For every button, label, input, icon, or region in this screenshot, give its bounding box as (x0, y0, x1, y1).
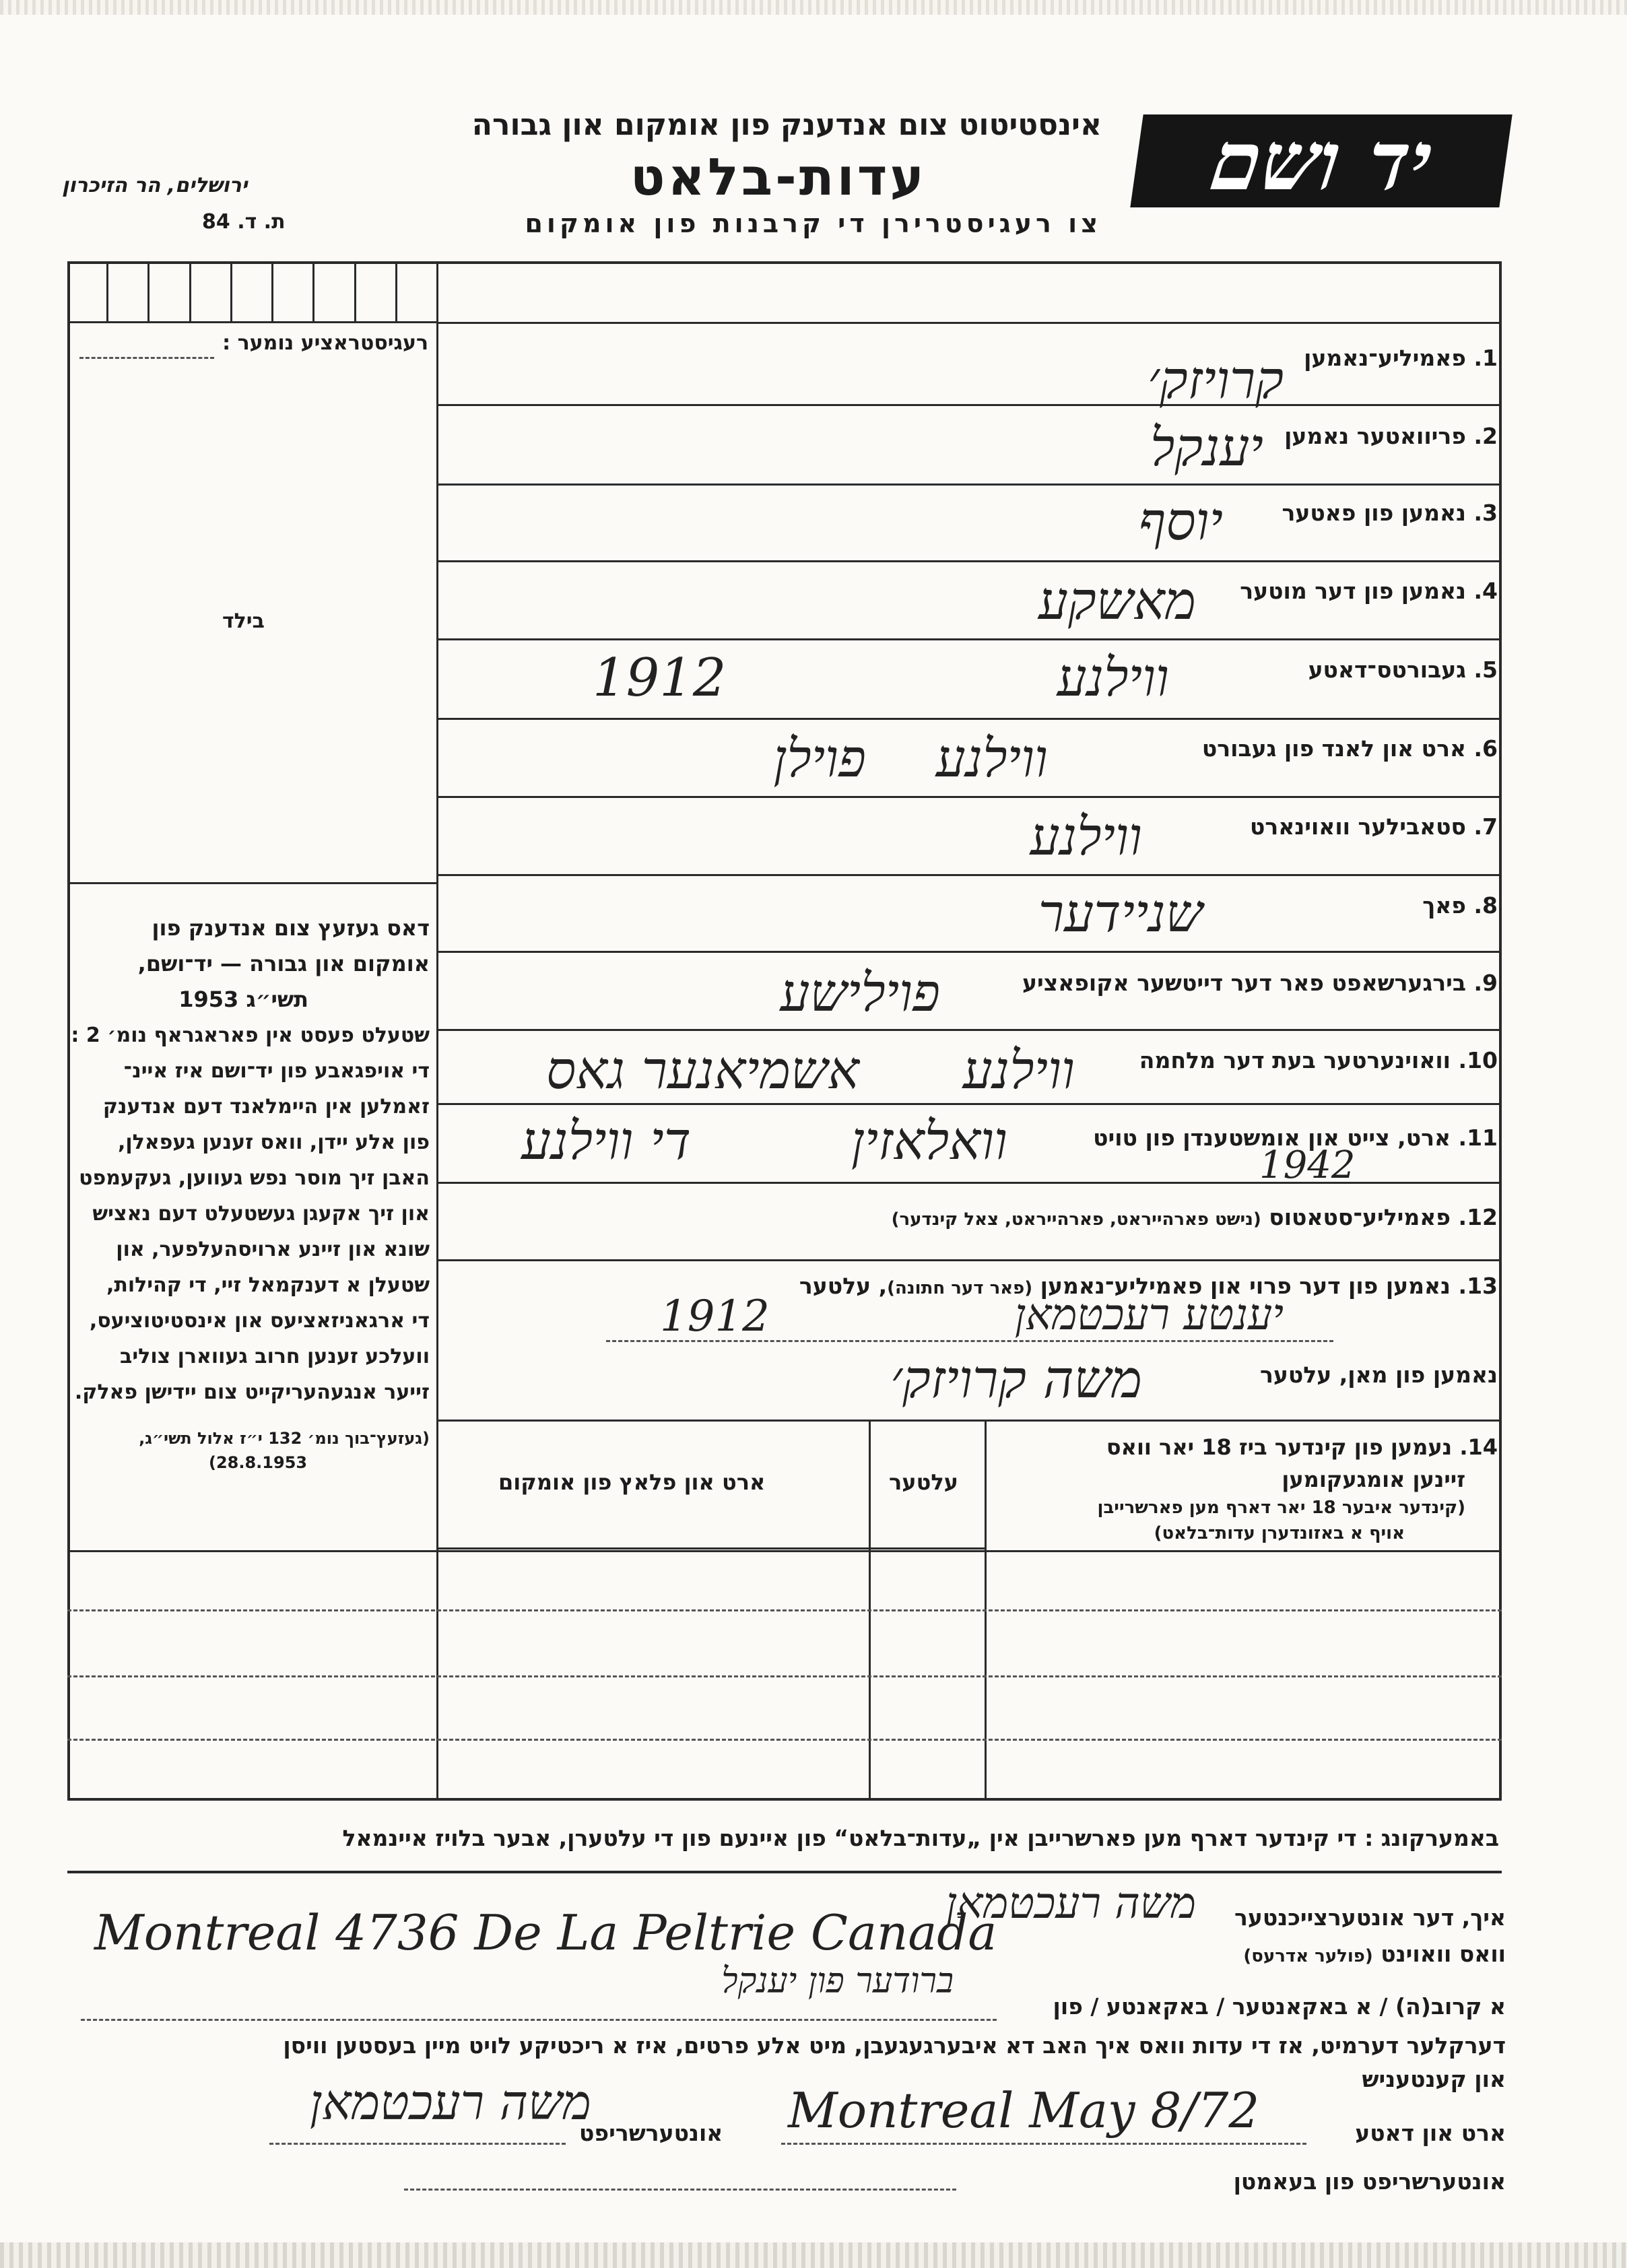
place-date-underline (781, 2143, 1306, 2145)
field-9-value[interactable]: פוילישע (780, 963, 940, 1024)
scan-edge (0, 2242, 1627, 2268)
field-11-place[interactable]: וואלאזין (851, 1111, 1007, 1172)
field-6-num: 6. (1473, 735, 1498, 762)
law-line: און זיך אקעגן געשטעלט דעם נאציש (92, 1202, 430, 1226)
remark-text: באמערקונג : די קינדער דארף מען פארשרייבן אין „עדות־בלאט“ פון איינעם פון די עלטערן, אבער בלויז איינמאל (342, 1825, 1499, 1851)
signer-name-label: איך, דער אונטערצייכנטער (1234, 1904, 1506, 1931)
row-separator (436, 718, 1502, 720)
signature-label: אונטערשריפט (579, 2120, 723, 2146)
registration-label: רעגיסטראציע נומער : (222, 331, 428, 355)
photo-label: בילד (222, 609, 265, 633)
field-12-label (892, 1204, 1498, 1230)
field-1-value[interactable]: קרויזק׳ (1148, 350, 1284, 411)
children-row[interactable] (67, 1609, 1502, 1611)
field-10-text: וואוינערטער בעת דער מלחמה (1139, 1047, 1451, 1073)
institute-line: אינסטיטוט צום אנדענק פון אומקום און גבורה (471, 108, 1102, 142)
field-1-text: פאמיליע־נאמען (1304, 345, 1466, 371)
law-line: זאמלען אין היימלאנד דעם אנדענק (102, 1095, 430, 1119)
place-date-label: ארט און דאטע (1355, 2120, 1506, 2146)
field-2-value[interactable]: יענקל (1150, 418, 1263, 478)
registration-number-boxes (67, 261, 436, 323)
field-3-label (1282, 500, 1498, 526)
signer-relation-value[interactable]: ברודער פון יענקל (721, 1961, 954, 2001)
law-line: וועלכע זענען חרוב געווארן צוליב (120, 1345, 430, 1368)
field-6-city[interactable]: ווילנע (935, 729, 1048, 789)
field-6-label (1202, 735, 1498, 762)
row-separator (436, 796, 1502, 798)
field-8-label (1422, 892, 1498, 919)
field-11-region[interactable]: די ווילנע (521, 1111, 691, 1172)
field-2-text: פריוואטער נאמען (1284, 423, 1466, 449)
col-header-place: ארט און פלאץ פון אומקום (498, 1469, 766, 1495)
field-8-num: 8. (1473, 892, 1498, 919)
row-separator (436, 951, 1502, 953)
children-row[interactable] (67, 1739, 1502, 1741)
children-label-2: זיינען אומגעקומען (1282, 1467, 1465, 1492)
field-12-note: (נישט פארהייראט, פארהייראט, צאל קינדער) (891, 1209, 1261, 1230)
signature-underline (269, 2143, 566, 2145)
signer-relation-label: א קרוב(ה) / א באקאנטער / באקאנטע / פון (1053, 1993, 1506, 2020)
law-line: די ארגאניזאציעס און אינסטיטוציעס, (89, 1309, 430, 1333)
law-reference: (געזעץ־בוך נומ׳ 132 י״ז אלול תשי״ג, (139, 1429, 430, 1448)
row-separator (436, 1029, 1502, 1031)
field-8-text: פאך (1422, 892, 1466, 919)
law-line: דאס געזעץ צום אנדענק פון (152, 915, 430, 941)
law-line: אומקום און גבורה — יד־ושם, (137, 951, 430, 976)
row-separator (436, 1420, 1502, 1422)
field-5-num: 5. (1473, 657, 1498, 683)
col-header-age: עלטער (889, 1469, 958, 1495)
left-column-children-top (67, 1550, 436, 1552)
field-5-year[interactable]: 1912 (593, 648, 727, 708)
top-strip-line (436, 322, 1502, 324)
field-13-note: (פאר דער חתונה) (887, 1278, 1033, 1298)
signer-relation-underline (81, 2019, 997, 2021)
field-7-label (1250, 813, 1498, 840)
field-1-label (1304, 345, 1498, 371)
husband-value[interactable]: משה קרויזק׳ (890, 1349, 1142, 1410)
field-10-city[interactable]: ווילנע (962, 1040, 1075, 1101)
field-3-num: 3. (1473, 500, 1498, 526)
field-2-num: 2. (1473, 423, 1498, 449)
field-5-label (1308, 657, 1498, 683)
yad-vashem-logo (1130, 114, 1512, 207)
registration-field[interactable] (79, 357, 214, 359)
children-header-line-left (436, 1547, 985, 1549)
field-4-label (1240, 578, 1498, 604)
field-11-year[interactable]: 1942 (1259, 1143, 1356, 1187)
law-line: זייער אנגעהעריקייט צום יידישן פאלק. (74, 1380, 430, 1404)
form-code: ת. ד. 84 (202, 210, 286, 234)
law-reference-date: (28.8.1953 (209, 1453, 308, 1472)
law-line: שונא און זיינע ארויסהעלפער, און (116, 1238, 430, 1261)
official-signature-field[interactable] (404, 2189, 956, 2191)
field-5-value[interactable]: ווילנע (1057, 648, 1169, 708)
declaration-line-2: און קענטעניש (1362, 2066, 1506, 2092)
field-4-text: נאמען פון דער מוטער (1240, 578, 1466, 604)
row-separator (436, 1103, 1502, 1105)
signer-address-value[interactable]: Montreal 4736 De La Peltrie Canada (94, 1904, 997, 1961)
field-7-value[interactable]: ווילנע (1030, 807, 1142, 867)
children-label-1 (1106, 1434, 1498, 1460)
row-separator (436, 404, 1502, 406)
law-line: תשי״ג 1953 (178, 987, 308, 1012)
field-6-text: ארט און לאנד פון געבורט (1201, 735, 1466, 762)
field-13-tail: , עלטער (799, 1273, 888, 1299)
field-4-num: 4. (1473, 578, 1498, 604)
field-13-num: 13. (1458, 1273, 1498, 1299)
signer-name-value[interactable]: משה רעכטמאן (945, 1879, 1196, 1929)
place-date-value[interactable]: Montreal May 8/72 (788, 2082, 1260, 2139)
field-10-num: 10. (1458, 1047, 1498, 1073)
field-3-value[interactable]: יוסף (1138, 492, 1223, 552)
field-9-num: 9. (1473, 970, 1498, 996)
photo-bottom-line (67, 882, 436, 884)
field-8-value[interactable]: שניידער (1038, 883, 1203, 944)
law-line: שטעלט פעסט אין פאראגראף נומ׳ 2 : (71, 1024, 430, 1047)
field-10-label (1139, 1047, 1498, 1073)
row-separator (436, 1259, 1502, 1261)
header-location: ירושלים, הר הזיכרון (62, 174, 248, 197)
field-12-text: פאמיליע־סטאטוס (1269, 1204, 1451, 1230)
law-text-block (71, 910, 430, 1472)
law-line: פון אלע יידן, וואס זענען געפאלן, (117, 1131, 430, 1154)
children-note-1: (קינדער איבער 18 יאר דארף מען פארשרייבן (1097, 1498, 1465, 1518)
signature-value[interactable]: משה רעכטמאן (310, 2074, 591, 2131)
row-separator (436, 483, 1502, 486)
remark-bottom-line (67, 1871, 1502, 1873)
children-label-text: נעמען פון קינדער ביז 18 יאר וואס (1106, 1434, 1453, 1460)
children-note-2: אויף א באזונדערן עדות־בלאט) (1154, 1523, 1405, 1543)
children-header-line (436, 1550, 1502, 1552)
field-13-underline (606, 1340, 1333, 1342)
signer-address-note: (פולער אדרעס) (1243, 1946, 1373, 1966)
law-line: שטעלן א דענקמאל זיי, די קהילות, (106, 1273, 430, 1297)
children-num: 14. (1459, 1434, 1498, 1460)
page-title: עדות-בלאט (630, 147, 927, 207)
field-7-text: סטאבילער וואוינארט (1249, 813, 1466, 840)
law-line: האבן זיך מוסר נפש געווען, געקעמפט (79, 1166, 430, 1190)
field-7-num: 7. (1473, 813, 1498, 840)
row-separator (436, 638, 1502, 640)
field-1-num: 1. (1473, 345, 1498, 371)
field-11-num: 11. (1458, 1125, 1498, 1151)
field-13-wife-year[interactable]: 1912 (660, 1292, 770, 1341)
field-12-num: 12. (1458, 1204, 1498, 1230)
scan-edge-top (0, 0, 1627, 15)
law-line: די אויפגאבע פון יד־ושם איז איינ־ (123, 1059, 430, 1083)
field-4-value[interactable]: מאשקע (1038, 571, 1196, 632)
field-5-text: געבורטס־דאטע (1308, 657, 1466, 683)
signer-address-label (1243, 1941, 1506, 1967)
husband-label: נאמען פון מאן, עלטער (1260, 1362, 1498, 1388)
field-9-label (1022, 970, 1498, 996)
field-9-text: בירגערשאפט פאר דער דייטשער אקופאציע (1022, 970, 1466, 996)
signer-address-text: וואס וואוינט (1381, 1941, 1506, 1967)
field-13-text: נאמען פון דער פרוי און פאמיליע־נאמען (1040, 1273, 1451, 1299)
field-11-text: ארט, צייט און אומשטענדן פון טויט (1093, 1125, 1451, 1151)
field-6-country[interactable]: פוילן (773, 729, 866, 789)
field-10-street[interactable]: אשמיאנער גאס (545, 1040, 859, 1101)
row-separator (436, 560, 1502, 562)
official-signature-label: אונטערשריפט פון בעאמטן (1233, 2168, 1506, 2195)
logo-text: יד ושם (1205, 113, 1438, 209)
page-subtitle: צו רעגיסטרירן די קרבנות פון אומקום (525, 209, 1102, 238)
left-column-divider (436, 261, 438, 1801)
field-13-wife-name[interactable]: יענטע רעכטמאן (1014, 1290, 1284, 1340)
field-2-label (1284, 423, 1498, 449)
children-row[interactable] (67, 1675, 1502, 1677)
field-3-text: נאמען פון פאטער (1282, 500, 1466, 526)
declaration-line-1: דערקלער דערמיט, אז די עדות וואס איך האב דא איבערגעגעבן, מיט אלע פרטים, איז א ריכטיקע לויט מיין בעסטען וויסן (283, 2032, 1506, 2059)
row-separator (436, 874, 1502, 876)
